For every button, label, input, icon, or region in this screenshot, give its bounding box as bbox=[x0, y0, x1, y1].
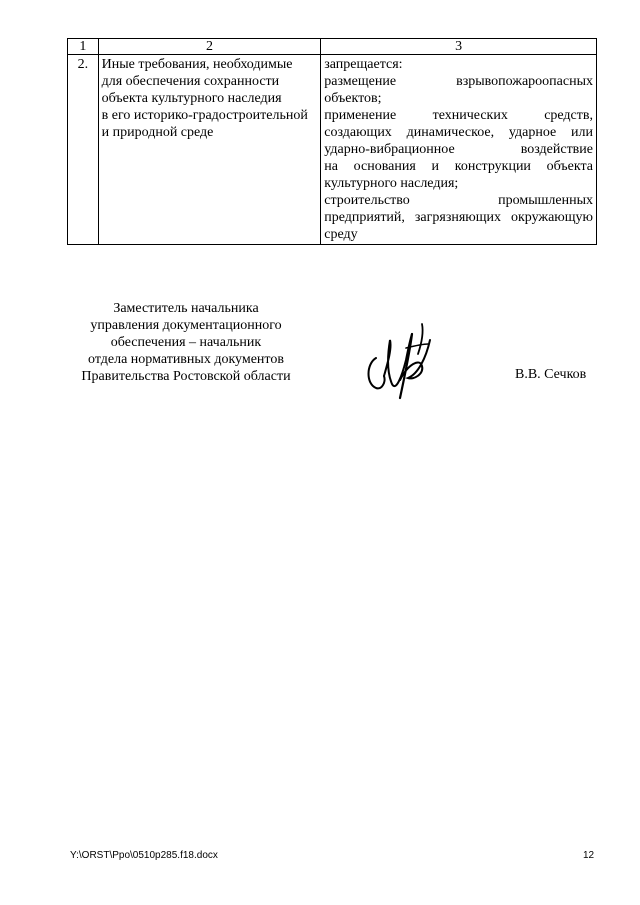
footer-file-path: Y:\ORST\Ppo\0510p285.f18.docx bbox=[70, 850, 218, 861]
title-line: Заместитель начальника bbox=[113, 301, 259, 316]
requirement-cell bbox=[98, 55, 321, 245]
requirements-table bbox=[67, 38, 597, 245]
content-line: на основания и конструкции объекта bbox=[324, 159, 593, 174]
content-line: создающих динамическое, ударное или bbox=[324, 125, 593, 140]
content-line: ударно-вибрационное воздействие bbox=[324, 142, 593, 157]
title-line: обеспечения – начальник bbox=[110, 335, 262, 350]
signatory-title bbox=[64, 300, 308, 385]
table-row bbox=[68, 55, 597, 245]
header-col-1: 1 bbox=[68, 39, 99, 55]
content-line: размещение взрывопожароопасных bbox=[324, 74, 593, 89]
content-line: среду bbox=[324, 227, 358, 242]
title-line: управления документационного bbox=[90, 318, 282, 333]
title-line: отдела нормативных документов bbox=[88, 352, 284, 367]
requirement-line: объекта культурного наследия bbox=[101, 91, 282, 106]
content-line: культурного наследия; bbox=[324, 176, 459, 191]
content-cell bbox=[321, 55, 597, 245]
content-line: применение технических средств, bbox=[324, 108, 593, 123]
content-line: запрещается: bbox=[324, 57, 403, 72]
content-line: строительство промышленных bbox=[324, 193, 593, 208]
header-col-2: 2 bbox=[98, 39, 321, 55]
row-number: 2. bbox=[68, 55, 99, 245]
requirement-line: Иные требования, необходимые bbox=[101, 57, 293, 72]
table-header-row bbox=[68, 39, 597, 55]
requirement-line: в его историко-градостроительной bbox=[101, 108, 308, 123]
requirement-line: для обеспечения сохранности bbox=[101, 74, 280, 89]
signer-name: В.В. Сечков bbox=[515, 367, 587, 382]
page-number: 12 bbox=[583, 850, 595, 861]
header-col-3: 3 bbox=[321, 39, 597, 55]
handwritten-signature bbox=[362, 318, 438, 404]
content-line: предприятий, загрязняющих окружающую bbox=[324, 210, 593, 225]
requirement-line: и природной среде bbox=[101, 125, 214, 140]
content-line: объектов; bbox=[324, 91, 382, 106]
title-line: Правительства Ростовской области bbox=[81, 369, 291, 384]
